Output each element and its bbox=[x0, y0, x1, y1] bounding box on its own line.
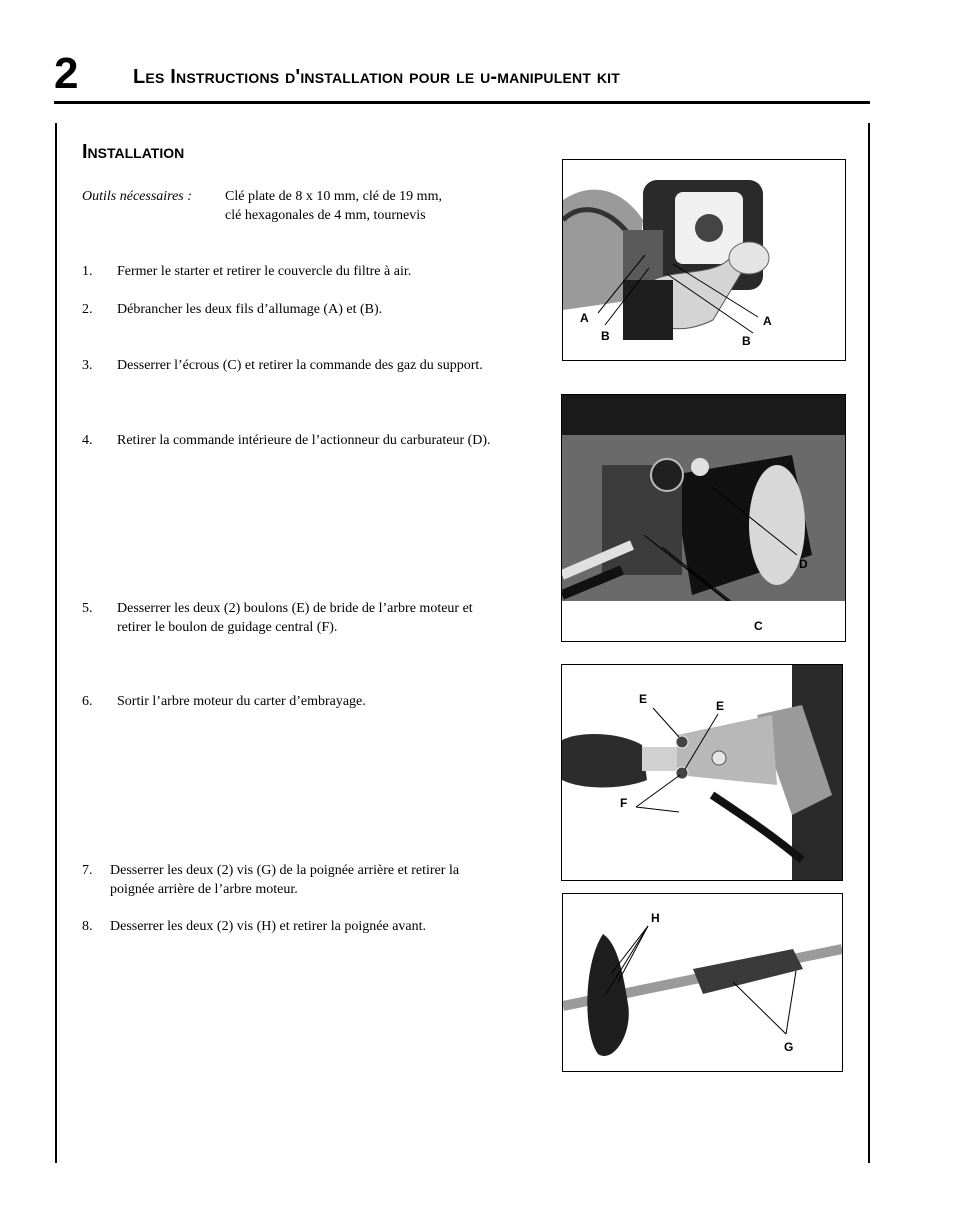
figure-handles bbox=[562, 893, 843, 1072]
step-text-line: retirer le boulon de guidage central (F). bbox=[117, 620, 338, 635]
figure-label: F bbox=[620, 796, 628, 810]
figure-shaft-clamp bbox=[561, 664, 843, 881]
chapter-title: Les Instructions d'installation pour le u-manipulent kit bbox=[133, 66, 620, 88]
tools-line: clé hexagonales de 4 mm, tournevis bbox=[225, 208, 426, 223]
section-title: Installation bbox=[82, 141, 185, 163]
figure-air-filter-illustration bbox=[563, 160, 845, 360]
figure-label: B bbox=[601, 329, 610, 343]
figure-label: G bbox=[784, 1040, 794, 1054]
step-text-line: Desserrer les deux (2) boulons (E) de bride de l’arbre moteur et bbox=[117, 601, 473, 616]
figure-shaft-clamp-illustration bbox=[562, 665, 842, 880]
step-number: 5. bbox=[82, 601, 93, 616]
chapter-number: 2 bbox=[54, 49, 79, 98]
step-text: Débrancher les deux fils d’allumage (A) et (B). bbox=[117, 302, 383, 317]
step-text: Fermer le starter et retirer le couvercle du filtre à air. bbox=[117, 264, 412, 279]
right-margin-rule bbox=[868, 123, 870, 1163]
step-text-line: Desserrer les deux (2) vis (G) de la poignée arrière et retirer la bbox=[110, 863, 460, 878]
figure-label: A bbox=[580, 311, 589, 325]
figure-label: E bbox=[639, 692, 648, 706]
figure-label: B bbox=[742, 334, 751, 348]
step-number: 8. bbox=[82, 919, 93, 934]
step-number: 3. bbox=[82, 358, 93, 373]
step-number: 4. bbox=[82, 433, 93, 448]
figure-label: H bbox=[651, 911, 660, 925]
step-number: 2. bbox=[82, 302, 93, 317]
tools-line: Clé plate de 8 x 10 mm, clé de 19 mm, bbox=[225, 189, 442, 204]
figure-carburetor bbox=[561, 394, 846, 642]
tools-list bbox=[225, 187, 545, 225]
figure-handles-illustration bbox=[563, 894, 842, 1071]
step-text bbox=[117, 599, 547, 637]
figure-label: A bbox=[763, 314, 772, 328]
tools-label: Outils nécessaires : bbox=[82, 189, 192, 204]
title-rule bbox=[54, 101, 870, 104]
step-number: 1. bbox=[82, 264, 93, 279]
figure-label: D bbox=[799, 557, 808, 571]
figure-carburetor-illustration bbox=[562, 395, 845, 641]
left-margin-rule bbox=[55, 123, 57, 1163]
step-number: 6. bbox=[82, 694, 93, 709]
step-text: Retirer la commande intérieure de l’actionneur du carburateur (D). bbox=[117, 433, 491, 448]
step-text-line: poignée arrière de l’arbre moteur. bbox=[110, 882, 298, 897]
step-number: 7. bbox=[82, 863, 93, 878]
step-text: Desserrer les deux (2) vis (H) et retirer la poignée avant. bbox=[110, 919, 427, 934]
step-text: Desserrer l’écrous (C) et retirer la commande des gaz du support. bbox=[117, 358, 483, 373]
figure-air-filter bbox=[562, 159, 846, 361]
figure-label: E bbox=[716, 699, 725, 713]
step-text bbox=[110, 861, 550, 899]
figure-label: C bbox=[754, 619, 763, 633]
step-text: Sortir l’arbre moteur du carter d’embrayage. bbox=[117, 694, 366, 709]
